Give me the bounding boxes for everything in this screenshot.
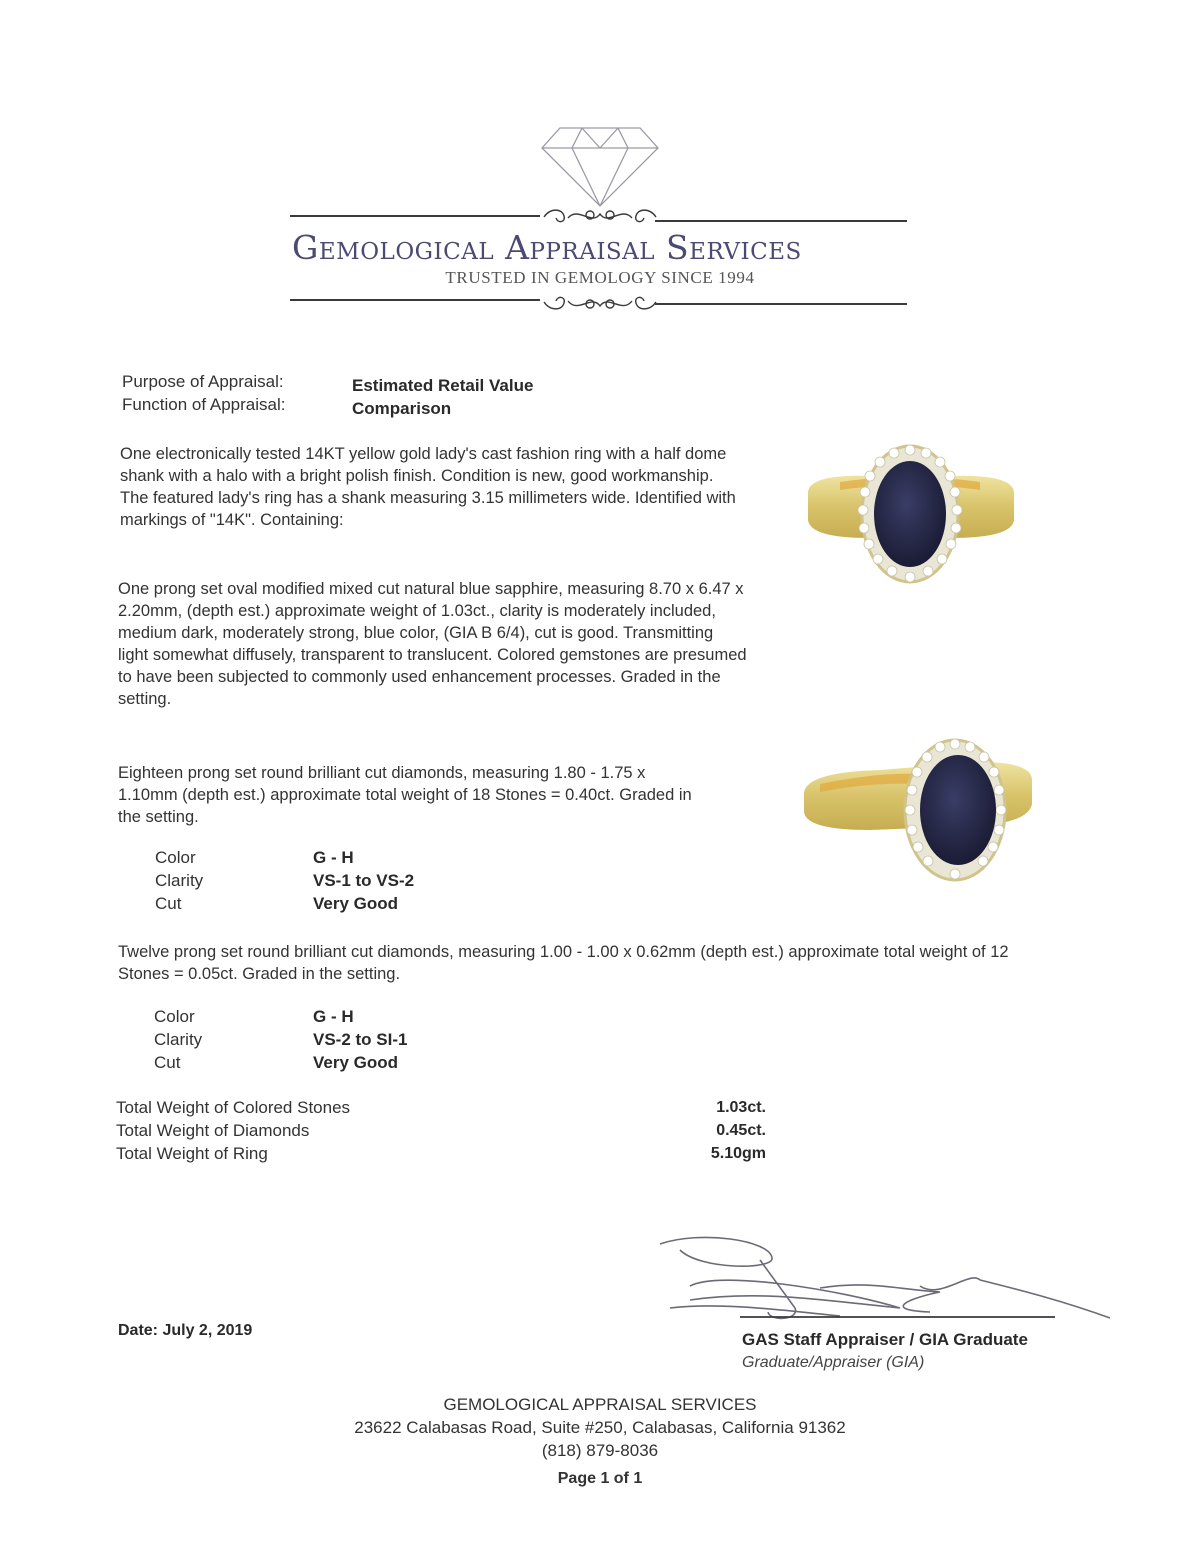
grade-row: Clarity VS-1 to VS-2 [155,871,415,890]
totals-row: Total Weight of Colored Stones 1.03ct. [116,1098,766,1117]
diamonds-12-grades [154,1005,407,1074]
company-tagline: TRUSTED IN GEMOLOGY SINCE 1994 [445,268,755,287]
appraisal-date: Date: July 2, 2019 [118,1322,253,1339]
totals-table [116,1096,766,1165]
function-label: Function of Appraisal: [122,395,286,414]
header-rule-right-bottom [655,303,907,305]
grade-row: Cut Very Good [154,1053,399,1072]
footer [290,1393,910,1490]
appraiser-name: GAS Staff Appraiser / GIA Graduate [742,1330,1028,1349]
flourish-ornament-icon [540,204,660,230]
footer-company: GEMOLOGICAL APPRAISAL SERVICES [443,1395,757,1414]
sapphire-description: One prong set oval modified mixed cut natural blue sapphire, measuring 8.70 x 6.47 x 2.20mm, (depth est.) approximate weight of 1.03ct., clarity is moderately included, medium dark, moderately strong, blue color, (GIA B 6/4), cut is good. Transmitting light somewhat diffusely, transparent to translucent. Colored gemstones are presumed to have been subjected to commonly used enhancement processes. Graded in the setting. [118,580,747,708]
totals-row: Total Weight of Diamonds 0.45ct. [116,1121,766,1140]
header-rule-right [655,220,907,222]
signature-mark [640,1230,1120,1330]
header-rule-left [290,215,540,217]
totals-row: Total Weight of Ring 5.10gm [116,1144,766,1163]
company-name: Gemological Appraisal Services [292,228,802,267]
grade-row: Color G - H [155,848,354,867]
header-rule-left-bottom [290,299,540,301]
diamond-icon [540,122,660,208]
function-value: Comparison [352,399,452,418]
grade-row: Color G - H [154,1007,354,1026]
diamonds-12-description: Twelve prong set round brilliant cut diamonds, measuring 1.00 - 1.00 x 0.62mm (depth est.) approximate total weight of 12 Stones = 0.05ct. Graded in the setting. [118,943,1009,983]
flourish-ornament-icon [540,290,660,316]
appraiser-title: Graduate/Appraiser (GIA) [742,1354,925,1371]
footer-phone: (818) 879-8036 [541,1441,659,1460]
purpose-value: Estimated Retail Value [352,376,534,395]
ring-photo-angle [780,722,1040,897]
purpose-label: Purpose of Appraisal: [122,372,284,391]
grade-row: Clarity VS-2 to SI-1 [154,1030,408,1049]
diamonds-18-description: Eighteen prong set round brilliant cut diamonds, measuring 1.80 - 1.75 x 1.10mm (depth est.) approximate total weight of 18 Stones = 0.40ct. Graded in the setting. [118,764,692,826]
grade-row: Cut Very Good [155,894,399,913]
ring-description: One electronically tested 14KT yellow gold lady's cast fashion ring with a half dome shank with a halo with a bright polish finish. Condition is new, good workmanship. The featured lady's ring has a shank measuring 3.15 millimeters wide. Identified with markings of "14K". Containing: [120,445,736,529]
diamonds-18-grades [155,846,414,915]
page-number: Page 1 of 1 [557,1470,643,1487]
ring-photo-front [780,432,1040,607]
footer-address: 23622 Calabasas Road, Suite #250, Calabasas, California 91362 [354,1418,846,1437]
